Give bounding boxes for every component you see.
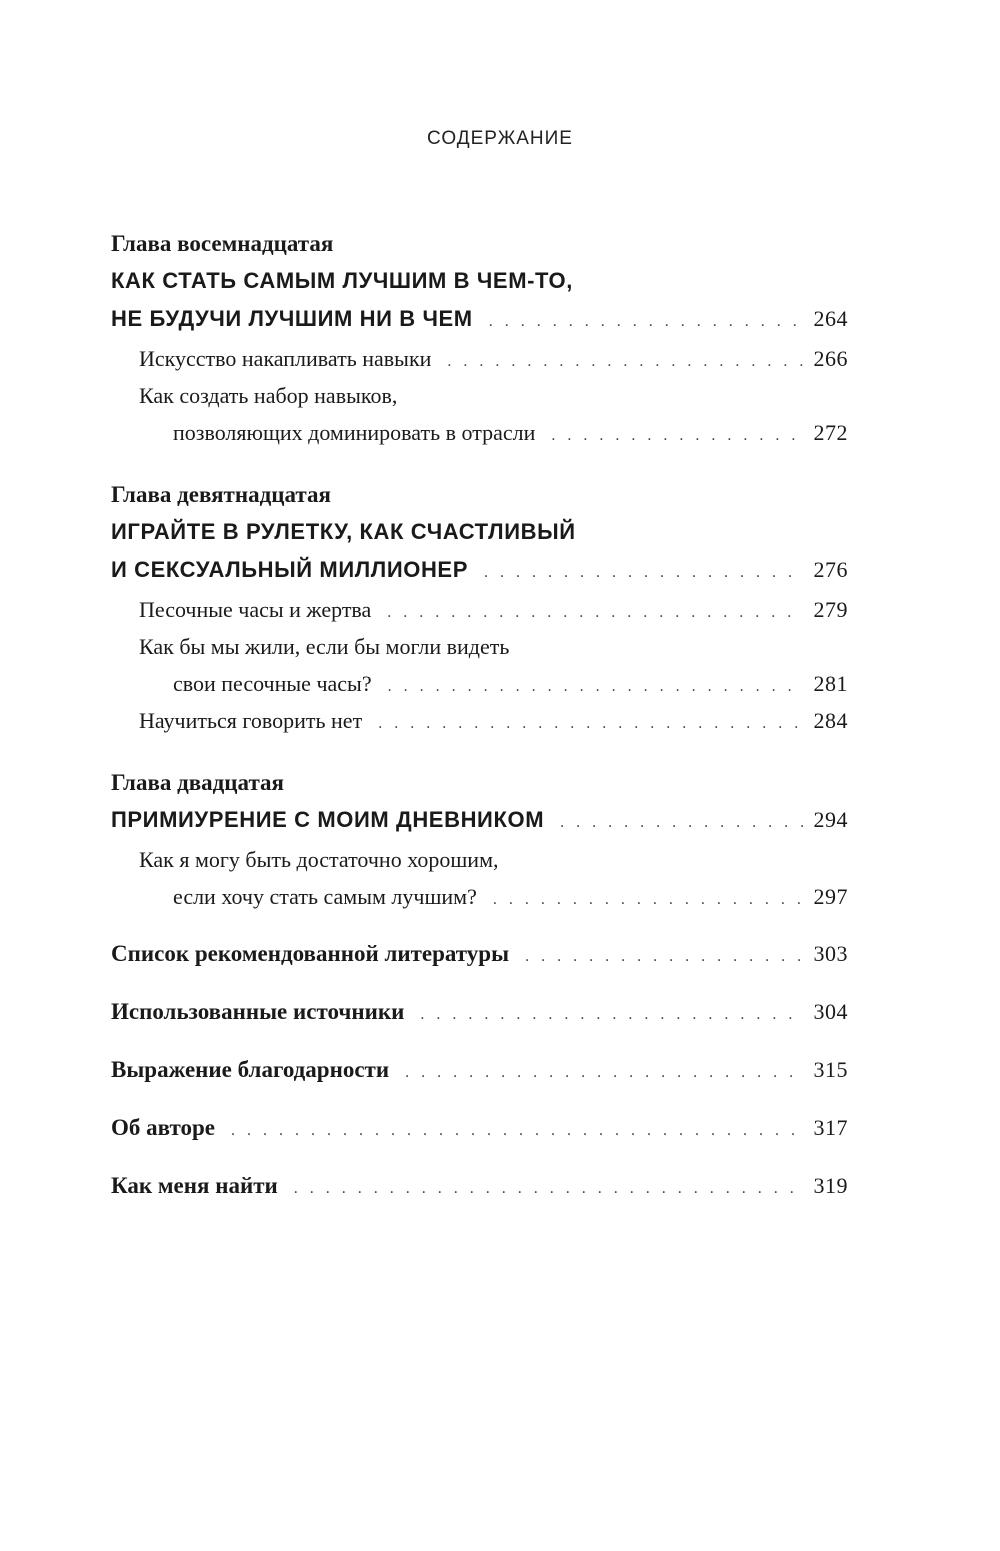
section-title[interactable]: Как бы мы жили, если бы могли видеть [139, 634, 510, 659]
dot-leader [525, 938, 803, 976]
page-number: 284 [813, 708, 848, 733]
section-title-continuation: свои песочные часы? [173, 671, 372, 696]
section-title[interactable]: Как я могу быть достаточно хорошим, [139, 847, 499, 872]
toc-backmatter-row[interactable] [111, 1051, 848, 1089]
toc-entry-row[interactable] [111, 300, 848, 338]
page-number: 297 [813, 884, 848, 909]
chapter-title-line: ПРИМИУРЕНИЕ С МОИМ ДНЕВНИКОМ [111, 807, 545, 832]
section-title-continuation: если хочу стать самым лучшим? [173, 884, 477, 909]
chapter-title-line: НЕ БУДУЧИ ЛУЧШИМ НИ В ЧЕМ [111, 306, 473, 331]
chapter-title-line: КАК СТАТЬ САМЫМ ЛУЧШИМ В ЧЕМ-ТО, [111, 268, 573, 293]
toc-section-row[interactable] [139, 665, 848, 702]
page-number: 276 [813, 557, 848, 582]
toc-section-row[interactable] [139, 340, 848, 377]
dot-leader [489, 303, 804, 341]
dot-leader [231, 1112, 804, 1150]
dot-leader [378, 705, 803, 742]
section-title-continuation: позволяющих доминировать в отрасли [173, 420, 536, 445]
toc-chapter-20 [111, 765, 848, 915]
section-title: Песочные часы и жертва [139, 597, 372, 622]
chapter-title-line: ИГРАЙТЕ В РУЛЕТКУ, КАК СЧАСТЛИВЫЙ [111, 519, 576, 544]
dot-leader [387, 594, 803, 631]
page-number: 264 [813, 306, 848, 331]
toc-backmatter-row[interactable] [111, 935, 848, 973]
dot-leader [420, 996, 803, 1034]
page-number: 304 [813, 999, 848, 1024]
chapter-label: Глава двадцатая [111, 770, 284, 795]
section-title: Искусство накапливать навыки [139, 346, 432, 371]
toc-chapter-18 [111, 226, 848, 451]
backmatter-title: Как меня найти [111, 1173, 278, 1198]
page-number: 319 [813, 1173, 848, 1198]
page-number: 317 [813, 1115, 848, 1140]
dot-leader [405, 1054, 803, 1092]
backmatter-title: Использованные источники [111, 999, 405, 1024]
toc-section-list [111, 340, 848, 451]
dot-leader [388, 668, 804, 705]
page-number: 266 [813, 346, 848, 371]
toc-section-row[interactable] [139, 591, 848, 628]
dot-leader [484, 554, 804, 592]
toc-backmatter-row[interactable] [111, 1167, 848, 1205]
toc-entry-row[interactable] [111, 551, 848, 589]
backmatter-title: Список рекомендованной литературы [111, 941, 510, 966]
toc-section-row[interactable] [139, 414, 848, 451]
toc-section-list [111, 591, 848, 739]
dot-leader [447, 343, 803, 380]
chapter-label: Глава девятнадцатая [111, 482, 331, 507]
dot-leader [294, 1170, 804, 1208]
dot-leader [551, 417, 803, 454]
page-number: 279 [813, 597, 848, 622]
section-title: Научиться говорить нет [139, 708, 363, 733]
spacer [111, 739, 848, 761]
spacer [111, 451, 848, 473]
chapter-title-line: И СЕКСУАЛЬНЫЙ МИЛЛИОНЕР [111, 557, 468, 582]
running-head: СОДЕРЖАНИЕ [427, 128, 573, 149]
toc-section-list [111, 841, 848, 915]
section-title[interactable]: Как создать набор навыков, [139, 383, 398, 408]
backmatter-title: Выражение благодарности [111, 1057, 390, 1082]
toc-backmatter-row[interactable] [111, 993, 848, 1031]
page-number: 315 [813, 1057, 848, 1082]
page-number: 272 [813, 420, 848, 445]
toc-section-row[interactable] [139, 878, 848, 915]
toc-chapter-19 [111, 477, 848, 739]
backmatter-title: Об авторе [111, 1115, 215, 1140]
page-number: 303 [813, 941, 848, 966]
dot-leader [560, 804, 803, 842]
dot-leader [493, 881, 804, 918]
toc-entry-row[interactable] [111, 801, 848, 839]
table-of-contents [111, 222, 848, 1205]
page-number: 281 [813, 671, 848, 696]
page-number: 294 [813, 807, 848, 832]
chapter-label: Глава восемнадцатая [111, 231, 334, 256]
toc-backmatter-row[interactable] [111, 1109, 848, 1147]
toc-section-row[interactable] [139, 702, 848, 739]
